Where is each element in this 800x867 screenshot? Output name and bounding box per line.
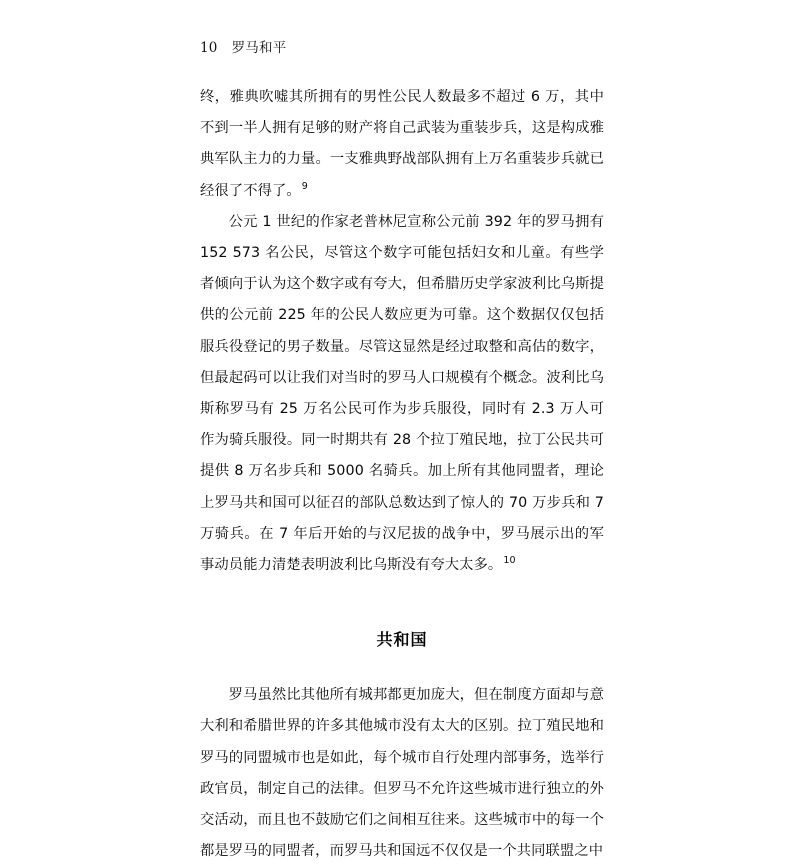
page-text-column (200, 0, 604, 860)
running-head-title: 罗马和平 (231, 40, 287, 56)
body-text (200, 82, 604, 867)
section-heading: 共和国 (376, 630, 428, 650)
footnote-marker: 9 (301, 180, 308, 192)
page-number: 10 (200, 40, 218, 56)
paragraph-republic-cities: 罗马虽然比其他所有城邦都更加庞大，但在制度方面却与意大利和希腊世界的许多其他城市没有太大的区别。拉丁殖民地和罗马的同盟城市也是如此，每个城市自行处理内部事务，选举行政官员，制定自己的法律。但罗马不允许这些城市进行独立的外交活动，而且也不鼓励它们之间相互往来。这些城市中的每一个都是罗马的同盟者，而罗马共和国远不仅仅是一个共同联盟之中 (200, 687, 604, 860)
running-head (200, 0, 604, 56)
paragraph-text: 终，雅典吹嘘其所拥有的男性公民人数最多不超过 6 万，其中不到一半人拥有足够的财产将自己武装为重装步兵，这是构成雅典军队主力的力量。一支雅典野战部队拥有上万名重装步兵就已经很了不得了。 (200, 89, 604, 199)
paragraph-pliny-polybius (200, 207, 604, 581)
paragraph-text: 公元 1 世纪的作家老普林尼宣称公元前 392 年的罗马拥有 152 573 名公民，尽管这个数字可能包括妇女和儿童。有些学者倾向于认为这个数字或有夸大，但希腊历史学家波利比乌斯提供的公元前 225 年的公民人数应更为可靠。这个数据仅仅包括服兵役登记的男子数量。尽管这显然是经过取整和高估的数字，但最起码可以让我们对当时的罗马人口规模有个概念。波利比乌斯称罗马有 25 万名公民可作为步兵服役，同时有 2.3 万人可作为骑兵服役。同一时期共有 28 个拉丁殖民地，拉丁公民共可提供 8 万名步兵和 5000 名骑兵。加上所有其他同盟者，理论上罗马共和国可以征召的部队总数达到了惊人的 70 万步兵和 7 万骑兵。在 7 年后开始的与汉尼拔的战争中，罗马展示出的军事动员能力清楚表明波利比乌斯没有夸大太多。 (200, 213, 604, 574)
footnote-marker: 10 (503, 555, 516, 567)
paragraph-athens-hoplites (200, 82, 604, 207)
